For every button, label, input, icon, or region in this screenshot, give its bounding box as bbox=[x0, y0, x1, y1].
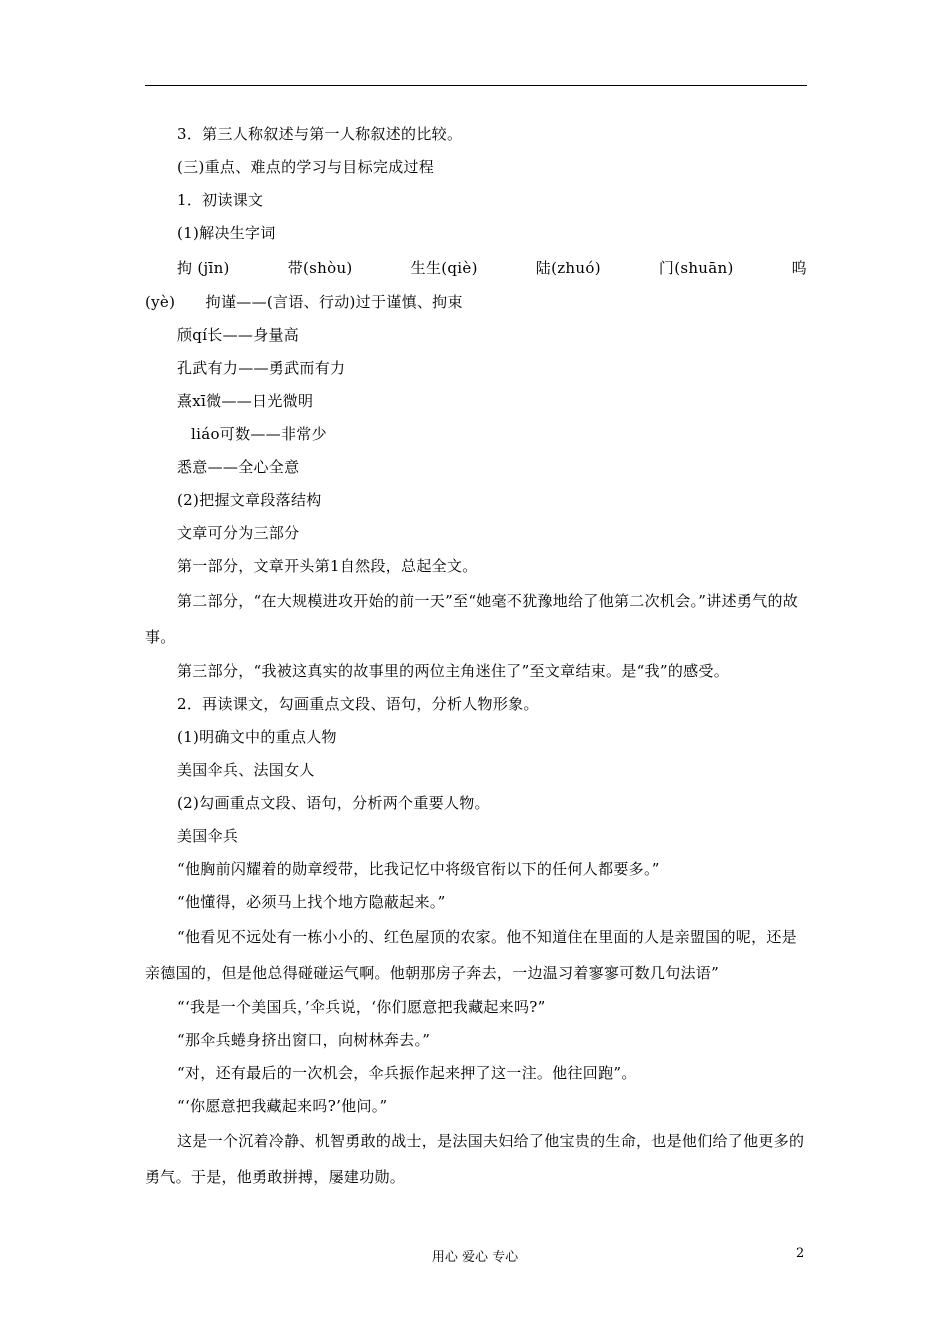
quote-paragraph: “他看见不远处有一栋小小的、红色屋顶的农家。他不知道住在里面的人是亲盟国的呢，还是亲德国的，但是他总得碰碰运气啊。他朝那房子奔去，一边温习着寥寥可数几句法语” bbox=[145, 928, 797, 982]
pinyin-item: 生生(qiè) bbox=[410, 259, 478, 277]
text-line: 美国伞兵、法国女人 bbox=[177, 761, 315, 779]
vocab-item: 熹xī微——日光微明 bbox=[177, 392, 314, 410]
vocab-item: 颀qí长——身量高 bbox=[177, 326, 300, 344]
pinyin-item: 拘 (jīn) bbox=[177, 259, 230, 277]
pinyin-item: 门(shuān) bbox=[658, 259, 734, 277]
header-rule bbox=[145, 85, 807, 86]
text-line: 3．第三人称叙述与第一人称叙述的比较。 bbox=[177, 125, 463, 143]
subheading: (2)勾画重点文段、语句，分析两个重要人物。 bbox=[177, 794, 490, 812]
quote-line: “他胸前闪耀着的勋章绶带，比我记忆中将级官衔以下的任何人都要多。” bbox=[177, 860, 660, 878]
quote-line: “那伞兵蜷身挤出窗口，向树林奔去。” bbox=[177, 1031, 431, 1049]
subheading: (1)明确文中的重点人物 bbox=[177, 728, 337, 746]
footer-motto: 用心 爱心 专心 bbox=[431, 1250, 519, 1265]
text-line: 第一部分，文章开头第1自然段，总起全文。 bbox=[177, 557, 478, 575]
quote-line: “他懂得，必须马上找个地方隐蔽起来。” bbox=[177, 893, 446, 911]
text-line: 文章可分为三部分 bbox=[177, 524, 300, 542]
subheading: (1)解决生字词 bbox=[177, 224, 276, 242]
quote-line: “对，还有最后的一次机会，伞兵振作起来押了这一注。他往回跑”。 bbox=[177, 1064, 637, 1082]
pinyin-row bbox=[145, 250, 807, 286]
subheading: 2．再读课文，勾画重点文段、语句，分析人物形象。 bbox=[177, 695, 539, 713]
vocab-item: 孔武有力——勇武而有力 bbox=[177, 359, 346, 377]
page-body bbox=[145, 118, 807, 1195]
subheading: 1．初读课文 bbox=[177, 191, 264, 209]
subheading: (2)把握文章段落结构 bbox=[177, 491, 322, 509]
text-line: 第三部分，“我被这真实的故事里的两位主角迷住了”至文章结束。是“我”的感受。 bbox=[177, 662, 730, 680]
section-heading: (三)重点、难点的学习与目标完成过程 bbox=[177, 158, 435, 176]
paragraph: 这是一个沉着冷静、机智勇敢的战士，是法国夫妇给了他宝贵的生命，也是他们给了他更多的勇气。于是，他勇敢拼搏，屡建功勋。 bbox=[145, 1132, 805, 1186]
page-number: 2 bbox=[796, 1246, 805, 1261]
pinyin-item: 呜 bbox=[791, 259, 807, 277]
pinyin-item: 陆(zhuó) bbox=[535, 259, 601, 277]
page-footer bbox=[0, 1246, 950, 1266]
text-line: 美国伞兵 bbox=[177, 827, 239, 845]
text-line: (yè) 拘谨——(言语、行动)过于谨慎、拘束 bbox=[145, 293, 463, 311]
quote-line: “‘我是一个美国兵，’伞兵说，‘你们愿意把我藏起来吗?” bbox=[177, 998, 546, 1016]
vocab-item: 悉意——全心全意 bbox=[177, 458, 300, 476]
quote-line: “‘你愿意把我藏起来吗?’他问。” bbox=[177, 1097, 388, 1115]
vocab-item: liáo可数——非常少 bbox=[191, 425, 327, 443]
paragraph: 第二部分，“在大规模进攻开始的前一天”至“她毫不犹豫地给了他第二次机会。”讲述勇气的故事。 bbox=[145, 592, 799, 646]
pinyin-item: 带(shòu) bbox=[287, 259, 353, 277]
